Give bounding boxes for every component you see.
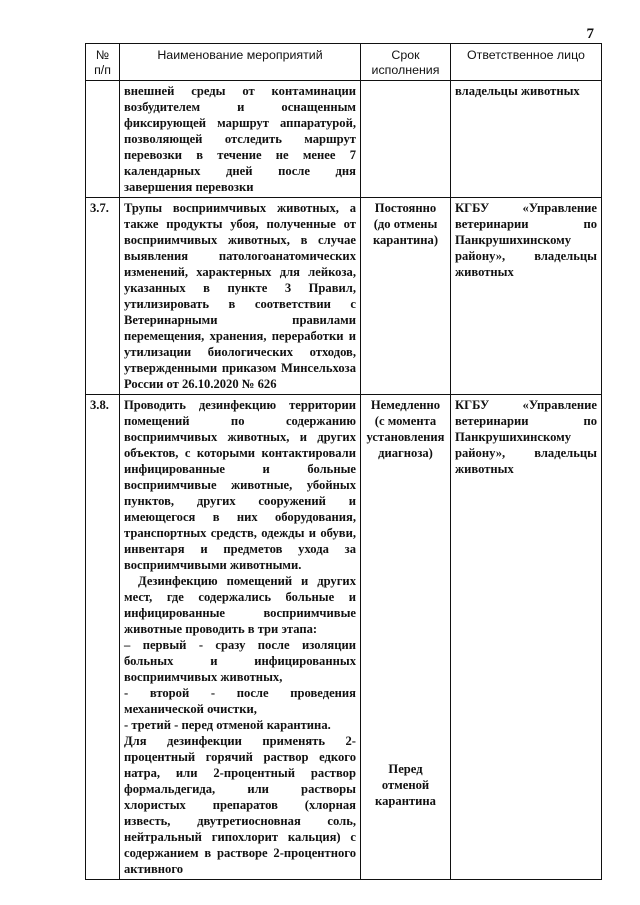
header-name: Наименование мероприятий: [120, 44, 361, 81]
measure-list-item: - третий - перед отменой карантина.: [124, 718, 331, 732]
measure-list-item: – первый - сразу после изоляции больных и инфицированных восприимчивых животных,: [124, 638, 356, 684]
table-row: [86, 81, 602, 198]
header-term: Срок исполнения: [361, 44, 451, 81]
term-before-quarantine-end: Перед отменой карантина: [375, 762, 436, 808]
row-term: [361, 395, 451, 880]
measures-table: [85, 43, 602, 880]
measure-paragraph: Проводить дезинфекцию территории помещений по содержанию восприимчивых животных, и других объектов, с которыми контактировали инфицированные и больные восприимчивые животные, убойных пунктов, других сооружений и имеющегося в них оборудования, транспортных средств, одежды и обуви, инвентаря и предметов ухода за восприимчивыми животными.: [124, 398, 356, 572]
row-term: Постоянно (до отмены карантина): [361, 198, 451, 395]
measure-paragraph: Для дезинфекции применять 2-процентный горячий раствор едкого натра, или 2-процентный раствор формальдегида, или растворы хлористых препаратов (хлорная известь, двутретиосновная соль, нейтральный гипохлорит кальция) с содержанием в растворе 2-процентного активного: [124, 734, 356, 876]
table-row: [86, 395, 602, 880]
row-term: [361, 81, 451, 198]
measure-list-item: - второй - после проведения механической очистки,: [124, 686, 356, 716]
row-measure-text: [120, 395, 361, 880]
row-number: 3.7.: [86, 198, 120, 395]
table-row: [86, 198, 602, 395]
measure-paragraph: Дезинфекцию помещений и других мест, где содержались больные и инфицированные восприимчивые животные проводить в три этапа:: [124, 574, 356, 636]
row-responsible: КГБУ «Управление ветеринарии по Панкрушихинскому району», владельцы животных: [451, 395, 602, 880]
row-responsible: владельцы животных: [451, 81, 602, 198]
header-num: № п/п: [86, 44, 120, 81]
header-responsible: Ответственное лицо: [451, 44, 602, 81]
row-number: [86, 81, 120, 198]
term-spacer: [365, 461, 446, 761]
row-responsible: КГБУ «Управление ветеринарии по Панкрушихинскому району», владельцы животных: [451, 198, 602, 395]
term-immediate: Немедленно (с момента установления диагноза): [366, 398, 445, 460]
row-number: 3.8.: [86, 395, 120, 880]
row-measure-text: Трупы восприимчивых животных, а также продукты убоя, полученные от восприимчивых животных, в случае выявления патологоанатомических изменений, характерных для лейкоза, указанных в пункте 3 Правил, утилизировать в соответствии с Ветеринарными правилами перемещения, хранения, переработки и утилизации биологических отходов, утвержденными приказом Минсельхоза России от 26.10.2020 № 626: [120, 198, 361, 395]
row-measure-text: внешней среды от контаминации возбудителем и оснащенным фиксирующей маршрут аппаратурой, позволяющей отследить маршрут перевозки в течение не менее 7 календарных дней после дня завершения перевозки: [120, 81, 361, 198]
table-header-row: [86, 44, 602, 81]
page-number: 7: [586, 26, 594, 42]
